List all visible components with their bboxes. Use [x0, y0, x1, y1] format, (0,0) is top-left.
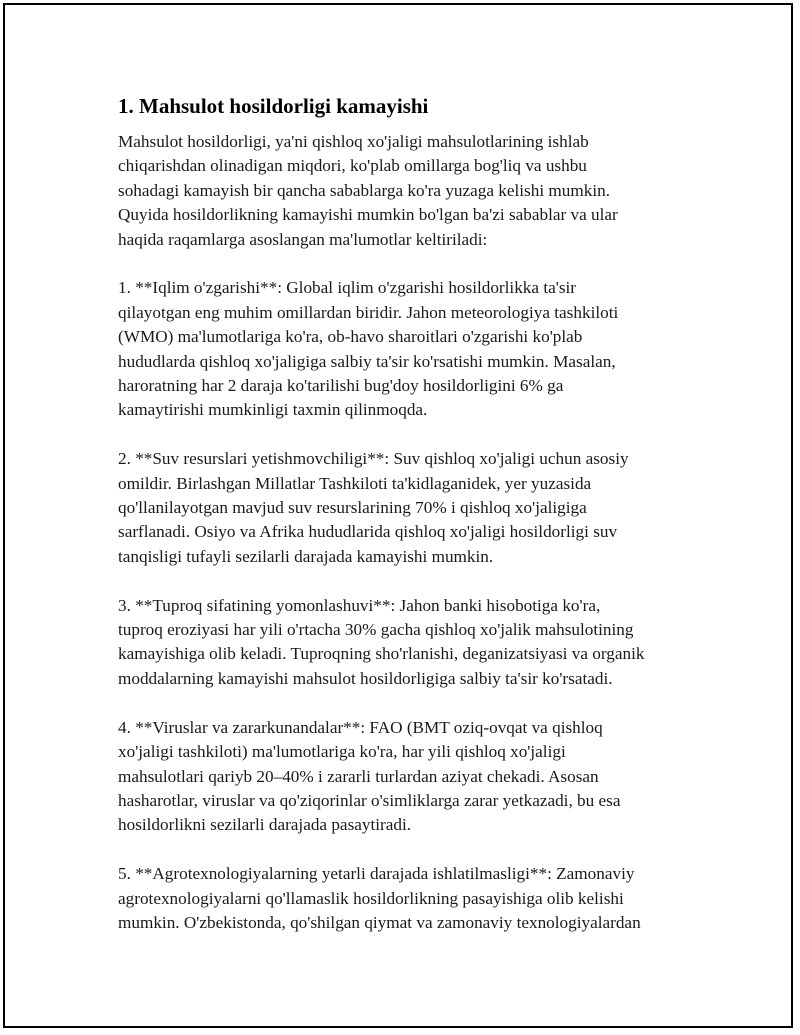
- text-line: 3. **Tuproq sifatining yomonlashuvi**: Jahon banki hisobotiga ko'ra,: [118, 595, 601, 615]
- text-line: 1. **Iqlim o'zgarishi**: Global iqlim o'zgarishi hosildorlikka ta'sir: [118, 278, 577, 298]
- text-line: qo'llanilayotgan mavjud suv resurslarining 70% i qishloq xo'jaligiga: [118, 498, 587, 518]
- paragraph-agrotechnology: [118, 862, 718, 935]
- text-line: Quyida hosildorlikning kamayishi mumkin bo'lgan ba'zi sabablar va ular: [118, 205, 618, 225]
- text-line: agrotexnologiyalarni qo'llamaslik hosildorlikning pasayishiga olib kelishi: [118, 888, 624, 908]
- text-line: omildir. Birlashgan Millatlar Tashkiloti ta'kidlaganidek, yer yuzasida: [118, 473, 592, 493]
- text-line: haqida raqamlarga asoslangan ma'lumotlar keltiriladi:: [118, 229, 488, 249]
- paragraph-water-resources: [118, 447, 718, 569]
- text-line: hosildorlikni sezilarli darajada pasaytiradi.: [118, 815, 412, 835]
- text-line: 2. **Suv resurslari yetishmovchiligi**: Suv qishloq xo'jaligi uchun asosiy: [118, 449, 629, 469]
- text-line: qilayotgan eng muhim omillardan biridir. Jahon meteorologiya tashkiloti: [118, 302, 619, 322]
- document-body: [118, 92, 718, 960]
- text-line: moddalarning kamayishi mahsulot hosildorligiga salbiy ta'sir ko'rsatadi.: [118, 668, 613, 688]
- paragraph-climate-change: [118, 276, 718, 422]
- text-line: mumkin. O'zbekistonda, qo'shilgan qiymat va zamonaviy texnologiyalardan: [118, 912, 641, 932]
- paragraph-pests: [118, 716, 718, 838]
- text-line: kamaytirishi mumkinligi taxmin qilinmoqda.: [118, 400, 428, 420]
- text-line: haroratning har 2 daraja ko'tarilishi bug'doy hosildorligini 6% ga: [118, 376, 564, 396]
- intro-paragraph: [118, 130, 718, 252]
- text-line: xo'jaligi tashkiloti) ma'lumotlariga ko'ra, har yili qishloq xo'jaligi: [118, 742, 566, 762]
- section-heading: 1. Mahsulot hosildorligi kamayishi: [118, 94, 429, 118]
- text-line: tanqisligi tufayli sezilarli darajada kamayishi mumkin.: [118, 546, 494, 566]
- text-line: sohadagi kamayish bir qancha sabablarga ko'ra yuzaga kelishi mumkin.: [118, 180, 611, 200]
- paragraph-soil-quality: [118, 594, 718, 692]
- text-line: mahsulotlari qariyb 20–40% i zararli turlardan aziyat chekadi. Asosan: [118, 766, 599, 786]
- text-line: chiqarishdan olinadigan miqdori, ko'plab omillarga bog'liq va ushbu: [118, 156, 587, 176]
- text-line: kamayishiga olib keladi. Tuproqning sho'rlanishi, deganizatsiyasi va organik: [118, 644, 645, 664]
- text-line: sarflanadi. Osiyo va Afrika hududlarida qishloq xo'jaligi hosildorligi suv: [118, 522, 618, 542]
- text-line: 4. **Viruslar va zararkunandalar**: FAO (BMT oziq-ovqat va qishloq: [118, 717, 603, 737]
- text-line: hududlarda qishloq xo'jaligiga salbiy ta'sir ko'rsatishi mumkin. Masalan,: [118, 351, 616, 371]
- text-line: Mahsulot hosildorligi, ya'ni qishloq xo'jaligi mahsulotlarining ishlab: [118, 132, 589, 151]
- text-line: 5. **Agrotexnologiyalarning yetarli darajada ishlatilmasligi**: Zamonaviy: [118, 864, 635, 884]
- text-line: (WMO) ma'lumotlariga ko'ra, ob-havo sharoitlari o'zgarishi ko'plab: [118, 327, 583, 347]
- text-line: tuproq eroziyasi har yili o'rtacha 30% gacha qishloq xo'jalik mahsulotining: [118, 620, 634, 640]
- text-line: hasharotlar, viruslar va qo'ziqorinlar o'simliklarga zarar yetkazadi, bu esa: [118, 790, 621, 810]
